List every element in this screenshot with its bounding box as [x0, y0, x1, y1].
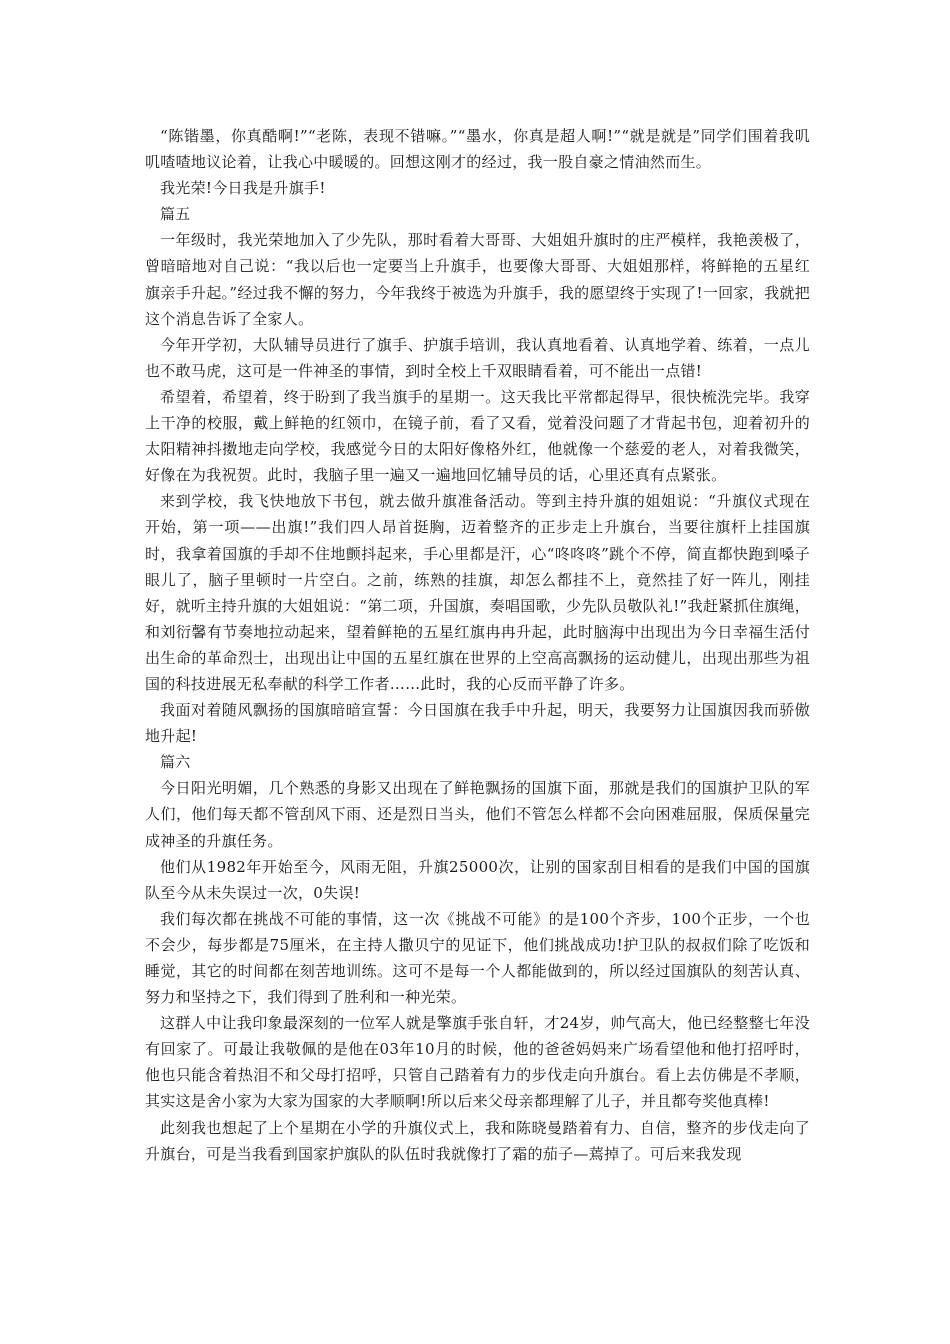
paragraph: 我光荣!今日我是升旗手! [160, 179, 326, 198]
paragraph: 一年级时，我光荣地加入了少先队，那时看着大哥哥、大姐姐升旗时的庄严模样，我艳羡极了，曾暗暗地对自己说：“我以后也一定要当上升旗手，也要像大哥哥、大姐姐那样，将鲜艳的五星红旗亲手升起。”经过我不懈的努力，今年我终于被选为升旗手，我的愿望终于实现了!一回家，我就把这个消息告诉了全家人。 [145, 231, 810, 328]
paragraph: 他们从1982年开始至今，风雨无阻，升旗25000次，让别的国家刮目相看的是我们中国的国旗队至今从未失误过一次，0失误! [145, 857, 810, 902]
paragraph: 今年开学初，大队辅导员进行了旗手、护旗手培训，我认真地看着、认真地学着、练着，一点儿也不敢马虎，这可是一件神圣的事情，到时全校上千双眼睛看着，可不能出一点错! [145, 335, 810, 380]
paragraph: 这群人中让我印象最深刻的一位军人就是擎旗手张自轩，才24岁，帅气高大，他已经整整七年没有回家了。可最让我敬佩的是他在03年10月的时候，他的爸爸妈妈来广场看望他和他打招呼时，他也只能含着热泪不和父母打招呼，只管自己踏着有力的步伐走向升旗台。看上去仿佛是不孝顺，其实这是舍小家为大家为国家的大孝顺啊!所以后来父母亲都理解了儿子，并且都夸奖他真棒! [145, 1014, 810, 1111]
paragraph: 我面对着随风飘扬的国旗暗暗宣誓：今日国旗在我手中升起，明天，我要努力让国旗因我而骄傲地升起! [145, 701, 810, 746]
document-body [145, 123, 810, 1167]
paragraph: “陈锴墨，你真酷啊!”“老陈，表现不错嘛。”“墨水，你真是超人啊!”“就是就是”同学们围着我叽叽喳喳地议论着，让我心中暖暖的。回想这刚才的经过，我一股自豪之情油然而生。 [145, 127, 810, 172]
paragraph: 此刻我也想起了上个星期在小学的升旗仪式上，我和陈晓曼踏着有力、自信，整齐的步伐走向了升旗台，可是当我看到国家护旗队的队伍时我就像打了霜的茄子—蔫掉了。可后来我发现 [145, 1118, 810, 1163]
paragraph: 我们每次都在挑战不可能的事情，这一次《挑战不可能》的是100个齐步，100个正步，一个也不会少，每步都是75厘米，在主持人撒贝宁的见证下，他们挑战成功!护卫队的叔叔们除了吃饭和睡觉，其它的时间都在刻苦地训练。这可不是每一个人都能做到的，所以经过国旗队的刻苦认真、努力和坚持之下，我们得到了胜利和一种光荣。 [145, 909, 810, 1007]
paragraph: 来到学校，我飞快地放下书包，就去做升旗准备活动。等到主持升旗的姐姐说：“升旗仪式现在开始，第一项——出旗!”我们四人昂首挺胸，迈着整齐的正步走上升旗台，当要往旗杆上挂国旗时，我拿着国旗的手却不住地颤抖起来，手心里都是汗，心“咚咚咚”跳个不停，简直都快跑到嗓子眼儿了，脑子里顿时一片空白。之前，练熟的挂旗，却怎么都挂不上，竟然挂了好一阵儿，刚挂好，就听主持升旗的大姐姐说：“第二项，升国旗，奏唱国歌，少先队员敬队礼!”我赶紧抓住旗绳，和刘衍馨有节奏地拉动起来，望着鲜艳的五星红旗冉冉升起，此时脑海中出现出为今日幸福生活付出生命的革命烈士，出现出让中国的五星红旗在世界的上空高高飘扬的运动健儿，出现出那些为祖国的科技进展无私奉献的科学工作者……此时，我的心反而平静了许多。 [145, 492, 810, 693]
paragraph: 今日阳光明媚，几个熟悉的身影又出现在了鲜艳飘扬的国旗下面，那就是我们的国旗护卫队的军人们，他们每天都不管刮风下雨、还是烈日当头，他们不管怎么样都不会向困难屈服，保质保量完成神圣的升旗任务。 [145, 779, 810, 850]
section-heading: 篇六 [160, 753, 191, 772]
paragraph: 希望着，希望着，终于盼到了我当旗手的星期一。这天我比平常都起得早，很快梳洗完毕。我穿上干净的校服，戴上鲜艳的红领巾，在镜子前，看了又看，觉着没问题了才背起书包，迎着初升的太阳精神抖擞地走向学校，我感觉今日的太阳好像格外红，他就像一个慈爱的老人，对着我微笑，好像在为我祝贺。此时，我脑子里一遍又一遍地回忆辅导员的话，心里还真有点紧张。 [145, 387, 810, 485]
section-heading: 篇五 [160, 205, 191, 224]
